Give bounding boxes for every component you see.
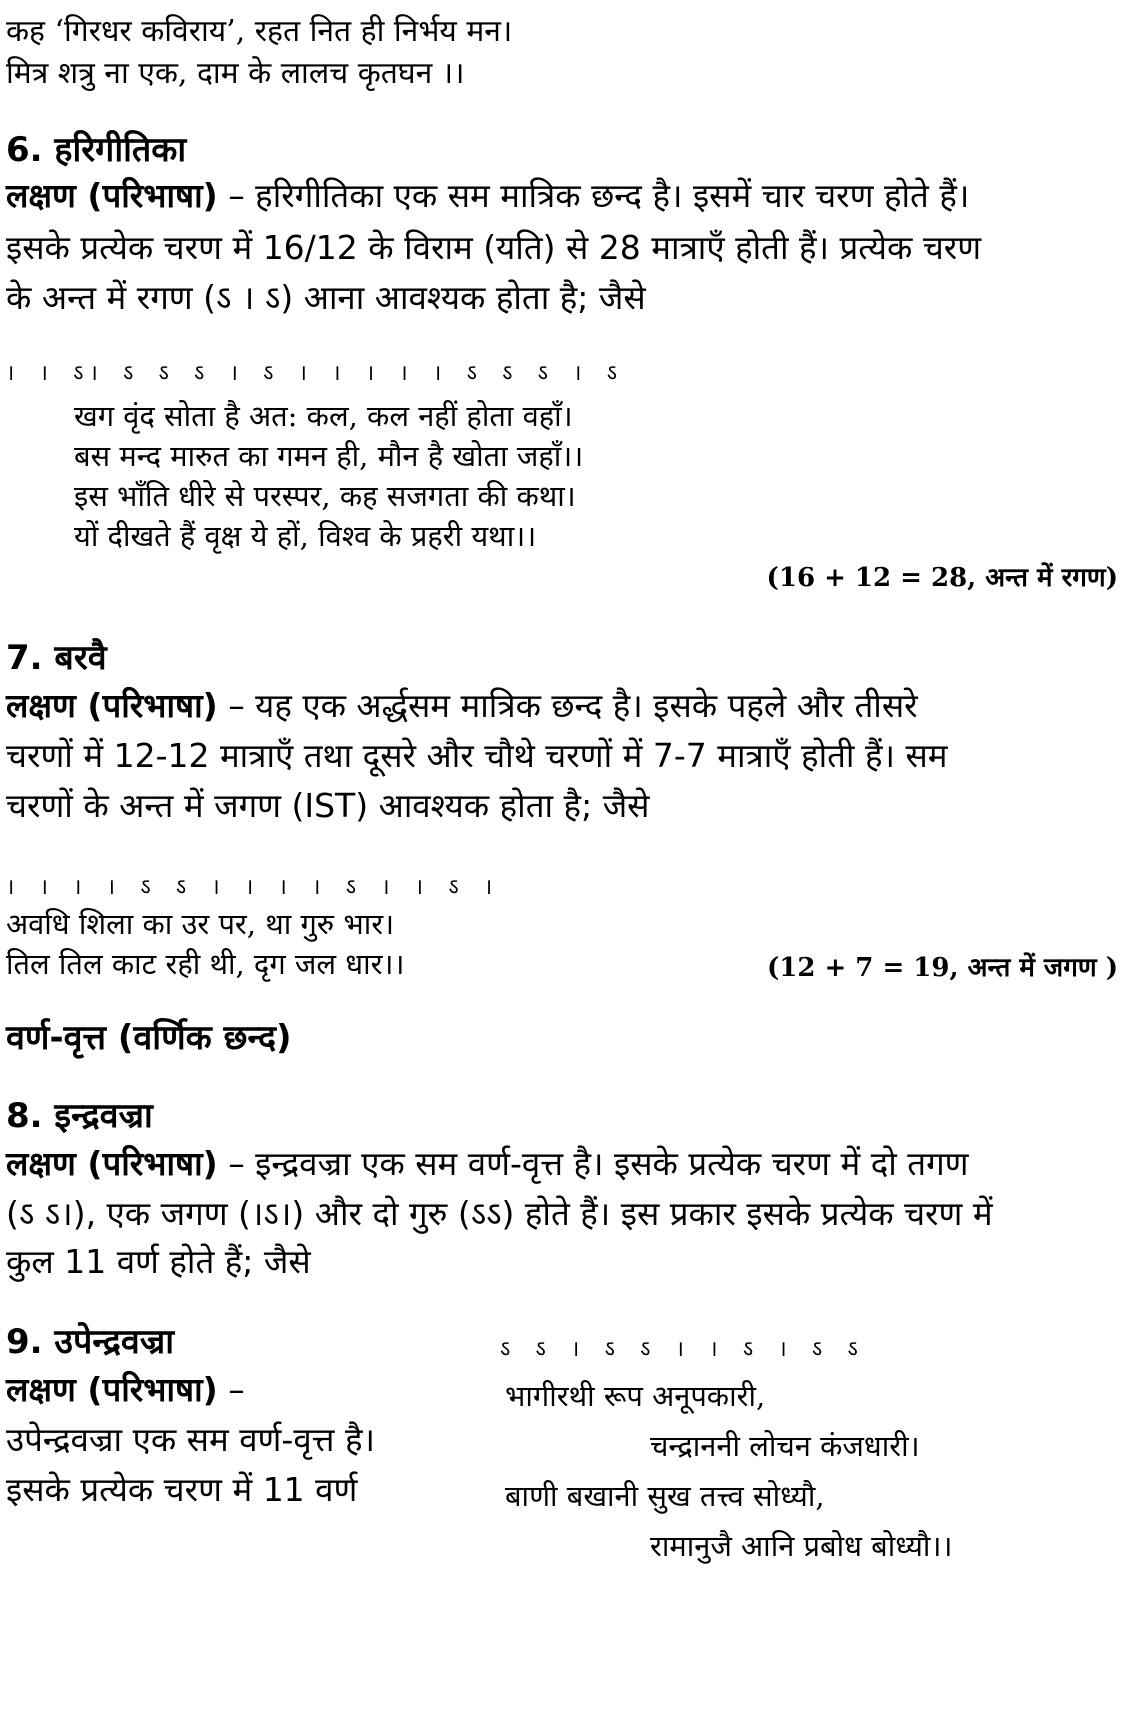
definition-line: इसके प्रत्येक चरण में 11 वर्ण — [6, 1470, 358, 1509]
definition-label: लक्षण (परिभाषा) — [6, 1370, 218, 1409]
poem-line: बाणी बखानी सुख तत्त्व सोध्यौ, — [505, 1479, 825, 1513]
definition-text: – — [217, 1370, 245, 1409]
poem-line: बस मन्द मारुत का गमन ही, मौन है खोता जहाँ।। — [74, 439, 584, 473]
definition-label: लक्षण (परिभाषा) — [6, 686, 218, 725]
definition-line: इसके प्रत्येक चरण में 16/12 के विराम (यति) से 28 मात्राएँ होती हैं। प्रत्येक चरण — [6, 228, 982, 267]
definition-label: लक्षण (परिभाषा) — [6, 1144, 218, 1183]
poem-line: चन्द्राननी लोचन कंजधारी। — [650, 1429, 920, 1463]
definition-line: कुल 11 वर्ण होते हैं; जैसे — [6, 1242, 311, 1281]
section-heading: 7. बरवै — [6, 638, 107, 678]
poem-line: यों दीखते हैं वृक्ष ये हों, विश्व के प्रहरी यथा।। — [74, 519, 537, 553]
section-heading: 9. उपेन्द्रवज्रा — [6, 1322, 175, 1362]
poem-line: रामानुजै आनि प्रबोध बोध्यौ।। — [650, 1529, 953, 1563]
definition-line — [6, 1142, 969, 1186]
meter-scheme: । । ऽ। ऽ ऽ ऽ । ऽ । । । । । ऽ ऽ ऽ । ऽ — [6, 361, 624, 386]
poem-line: भागीरथी रूप अनूपकारी, — [505, 1379, 766, 1413]
poem-line: तिल तिल काट रही थी, दृग जल धार।। — [6, 947, 405, 981]
definition-text: – इन्द्रवज्रा एक सम वर्ण-वृत्त है। इसके प्रत्येक चरण में दो तगण — [217, 1144, 969, 1183]
definition-text: – यह एक अर्द्धसम मात्रिक छन्द है। इसके पहले और तीसरे — [217, 686, 918, 725]
definition-label: लक्षण (परिभाषा) — [6, 176, 218, 215]
section-heading: 6. हरिगीतिका — [6, 130, 187, 170]
section-heading: वर्ण-वृत्त (वर्णिक छन्द) — [6, 1018, 292, 1058]
definition-line: (ऽ ऽ।), एक जगण (।ऽ।) और दो गुरु (ऽऽ) होते हैं। इस प्रकार इसके प्रत्येक चरण में — [6, 1194, 993, 1233]
poem-line: खग वृंद सोता है अत: कल, कल नहीं होता वहाँ। — [74, 399, 573, 433]
definition-line: चरणों के अन्त में जगण (IST) आवश्यक होता है; जैसे — [6, 786, 650, 825]
meter-note: (12 + 7 = 19, अन्त में जगण ) — [766, 953, 1118, 983]
poem-line: कह ‘गिरधर कविराय’, रहत नित ही निर्भय मन। — [6, 14, 513, 49]
definition-line — [6, 174, 969, 218]
poem-line: इस भाँति धीरे से परस्पर, कह सजगता की कथा। — [74, 479, 576, 513]
poem-line: मित्र शत्रु ना एक, दाम के लालच कृतघन ।। — [6, 56, 465, 91]
meter-scheme: । । । । ऽ ऽ । । । । ऽ । । ऽ । — [6, 875, 499, 900]
meter-scheme: ऽ ऽ । ऽ ऽ । । ऽ । ऽ ऽ — [500, 1337, 864, 1362]
definition-line — [6, 684, 918, 728]
definition-line: उपेन्द्रवज्रा एक सम वर्ण-वृत्त है। — [6, 1420, 375, 1459]
definition-line: चरणों में 12-12 मात्राएँ तथा दूसरे और चौथे चरणों में 7-7 मात्राएँ होती हैं। सम — [6, 736, 948, 775]
poem-line: अवधि शिला का उर पर, था गुरु भार। — [6, 907, 395, 941]
meter-note: (16 + 12 = 28, अन्त में रगण) — [766, 563, 1118, 593]
definition-line — [6, 1368, 245, 1412]
section-heading: 8. इन्द्रवज्रा — [6, 1096, 153, 1136]
definition-line: के अन्त में रगण (ऽ । ऽ) आना आवश्यक होता है; जैसे — [6, 278, 646, 317]
definition-text: – हरिगीतिका एक सम मात्रिक छन्द है। इसमें चार चरण होते हैं। — [217, 176, 970, 215]
